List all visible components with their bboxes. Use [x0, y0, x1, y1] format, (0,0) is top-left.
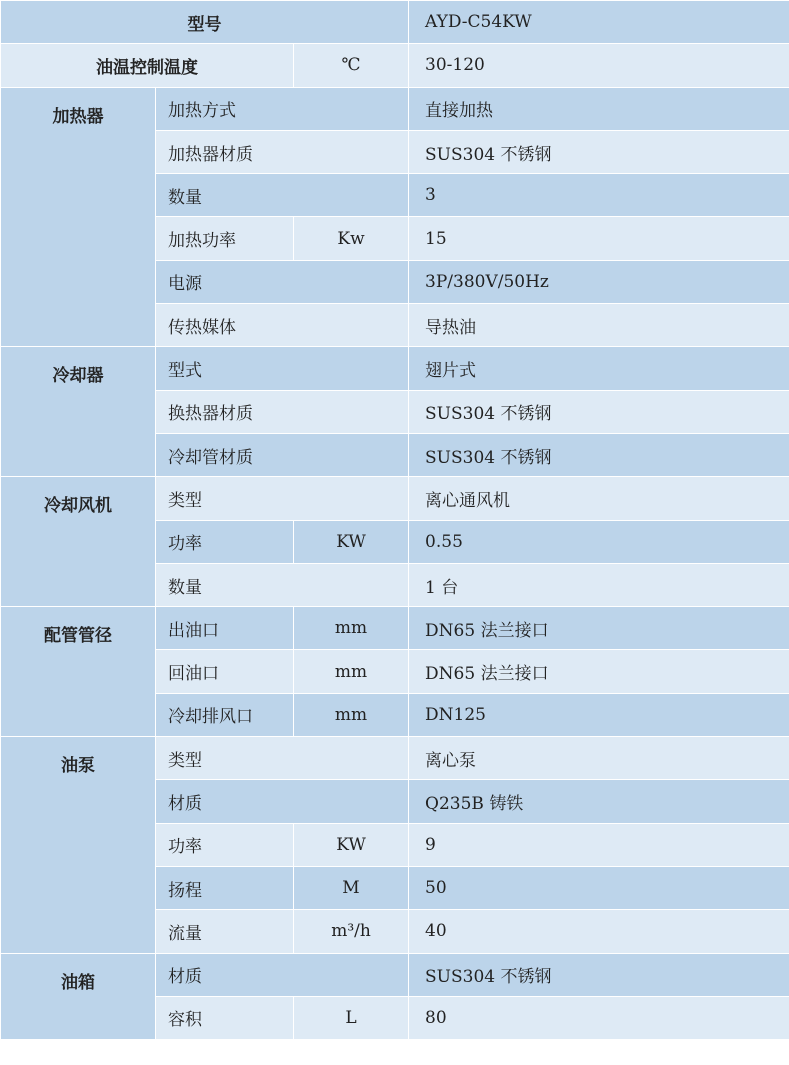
unit-label: M [294, 866, 409, 909]
param-label: 类型 [156, 477, 409, 520]
param-value: 9 [409, 823, 789, 866]
param-value: 离心通风机 [409, 477, 789, 520]
table-row [1, 347, 789, 390]
param-label: 加热功率 [156, 217, 294, 260]
section-name: 油箱 [1, 953, 156, 1040]
param-value: 1 台 [409, 563, 789, 606]
param-value: 3P/380V/50Hz [409, 260, 789, 303]
param-label: 冷却管材质 [156, 433, 409, 476]
param-label: 加热器材质 [156, 130, 409, 173]
param-value: SUS304 不锈钢 [409, 130, 789, 173]
param-value: SUS304 不锈钢 [409, 433, 789, 476]
param-label: 容积 [156, 996, 294, 1039]
param-label: 类型 [156, 737, 409, 780]
param-label: 加热方式 [156, 87, 409, 130]
temp-unit: ℃ [294, 44, 409, 87]
unit-label: mm [294, 693, 409, 736]
param-label: 冷却排风口 [156, 693, 294, 736]
param-value: 导热油 [409, 304, 789, 347]
param-value: SUS304 不锈钢 [409, 390, 789, 433]
param-value: 直接加热 [409, 87, 789, 130]
param-label: 数量 [156, 563, 409, 606]
param-value: Q235B 铸铁 [409, 780, 789, 823]
param-value: SUS304 不锈钢 [409, 953, 789, 996]
param-label: 型式 [156, 347, 409, 390]
unit-label: m³/h [294, 910, 409, 953]
param-value: 翅片式 [409, 347, 789, 390]
param-value: DN125 [409, 693, 789, 736]
param-value: DN65 法兰接口 [409, 650, 789, 693]
param-label: 数量 [156, 174, 409, 217]
param-value: 80 [409, 996, 789, 1039]
table-row [1, 737, 789, 780]
temp-label: 油温控制温度 [1, 44, 294, 87]
param-value: 0.55 [409, 520, 789, 563]
param-label: 材质 [156, 953, 409, 996]
param-label: 流量 [156, 910, 294, 953]
param-value: 3 [409, 174, 789, 217]
section-name: 加热器 [1, 87, 156, 347]
unit-label: KW [294, 823, 409, 866]
section-name: 油泵 [1, 737, 156, 953]
param-label: 材质 [156, 780, 409, 823]
param-label: 功率 [156, 823, 294, 866]
section-name: 冷却器 [1, 347, 156, 477]
model-value: AYD-C54KW [409, 1, 789, 44]
unit-label: mm [294, 650, 409, 693]
section-name: 配管管径 [1, 607, 156, 737]
param-label: 换热器材质 [156, 390, 409, 433]
spec-table-body [1, 1, 789, 1040]
param-label: 传热媒体 [156, 304, 409, 347]
param-value: DN65 法兰接口 [409, 607, 789, 650]
table-row [1, 477, 789, 520]
table-row [1, 607, 789, 650]
param-label: 回油口 [156, 650, 294, 693]
header-row [1, 1, 789, 44]
temp-row [1, 44, 789, 87]
param-label: 功率 [156, 520, 294, 563]
param-value: 40 [409, 910, 789, 953]
param-value: 50 [409, 866, 789, 909]
table-row [1, 87, 789, 130]
param-label: 扬程 [156, 866, 294, 909]
table-row [1, 953, 789, 996]
unit-label: mm [294, 607, 409, 650]
param-label: 电源 [156, 260, 409, 303]
param-value: 离心泵 [409, 737, 789, 780]
param-value: 15 [409, 217, 789, 260]
param-label: 出油口 [156, 607, 294, 650]
unit-label: KW [294, 520, 409, 563]
section-name: 冷却风机 [1, 477, 156, 607]
model-label: 型号 [1, 1, 409, 44]
unit-label: Kw [294, 217, 409, 260]
unit-label: L [294, 996, 409, 1039]
temp-value: 30-120 [409, 44, 789, 87]
